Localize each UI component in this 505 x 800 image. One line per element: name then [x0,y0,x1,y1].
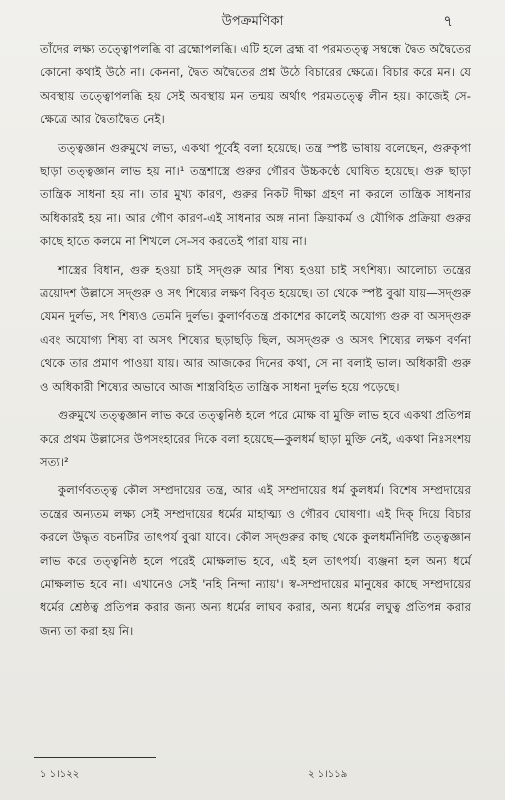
paragraph-5: কুলার্ণবতত্ত্ব কৌল সম্প্রদায়ের তন্ত্র, আর এই সম্প্রদায়ের ধর্ম কুলধর্ম। বিশেষ সম্প্রদায়ের তন্ত্রের অন্যতম লক্ষ্য সেই সম্প্রদায়ের ধর্মের মাহাত্ম্য ও গৌরব ঘোষণা। এই দিক্ দিয়ে বিচার করলে উদ্ধৃত বচনটির তাৎপর্য বুঝা যাবে। কৌল সদ্গুরুর কাছ থেকে কুলধর্মনির্দিষ্ট তত্ত্বজ্ঞান লাভ করে তত্ত্বনিষ্ঠ হলে পরেই মোক্ষলাভ হবে, এই হল তাৎপর্য। ব্যঞ্জনা হল অন্য ধর্মে মোক্ষলাভ হবে না। এখানেও সেই 'নহি নিন্দা ন্যায়'। স্ব-সম্প্রদায়ের মানুষের কাছে সম্প্রদায়ের ধর্মের শ্রেষ্ঠত্ব প্রতিপন্ন করার জন্য অন্য ধর্মের লাঘব করার, অন্য ধর্মের লঘুত্ব প্রতিপন্ন করার জন্য তা করা হয় নি। [40,483,471,638]
footnote-1: ১ ১।১২২ [40,769,80,780]
body-text [40,38,471,643]
footnote-divider [34,757,156,758]
paragraph-2: তত্ত্বজ্ঞান গুরুমুখে লভ্য, একথা পূর্বেই বলা হয়েছে। তন্ত্র স্পষ্ট ভাষায় বলেছেন, গুরুকৃপা ছাড়া তত্ত্বজ্ঞান লাভ হয় না।¹ তন্ত্রশাস্ত্রে গুরুর গৌরব উচ্চকণ্ঠে ঘোষিত হয়েছে। গুরু ছাড়া তান্ত্রিক সাধনা হয় না। তার মুখ্য কারণ, গুরুর নিকট দীক্ষা গ্রহণ না করলে তান্ত্রিক সাধনার অধিকারই হয় না। আর গৌণ কারণ-এই সাধনার অঙ্গ নানা ক্রিয়াকর্ম ও যৌগিক প্রক্রিয়া গুরুর কাছে হাতে কলমে না শিখলে সে-সব করতেই পারা যায় না। [40,140,471,249]
paragraph-3: শাস্ত্রের বিধান, গুরু হওয়া চাই সদ্গুরু আর শিষ্য হওয়া চাই সৎশিষ্য। আলোচ্য তন্ত্রের ত্রয়োদশ উল্লাসে সদ্গুরু ও সৎ শিষ্যের লক্ষণ বিবৃত হয়েছে। তা থেকে স্পষ্ট বুঝা যায়—সদ্গুরু যেমন দুর্লভ, সৎ শিষ্যও তেমনি দুর্লভ। কুলার্ণবতন্ত্র প্রকাশের কালেই অযোগ্য গুরু বা অসদ্গুরু এবং অযোগ্য শিষ্য বা অসৎ শিষ্যের ছড়াছড়ি ছিল, অসদ্গুরু ও অসৎ শিষ্যের লক্ষণ বর্ণনা থেকে তার প্রমাণ পাওয়া যায়। আর আজকের দিনের কথা, সে না বলাই ভাল। অধিকারী গুরু ও অধিকারী শিষ্যের অভাবে আজ শাস্ত্রবিহিত তান্ত্রিক সাধনা দুর্লভ হয়ে পড়েছে। [40,262,471,394]
paragraph-1: তাঁদের লক্ষ্য তত্ত্বোপলব্ধি বা ব্রহ্মোপলব্ধি। এটি হলে ব্রহ্ম বা পরমতত্ত্ব সম্বন্ধে দ্বৈত অদ্বৈতের কোনো কথাই উঠে না। কেননা, দ্বৈত অদ্বৈতের প্রশ্ন উঠে বিচারের ক্ষেত্রে। বিচার করে মন। যে অবস্থায় তত্ত্বোপলব্ধি হয় সেই অবস্থায় মন তন্ময় অর্থাৎ পরমতত্ত্বে লীন হয়। কাজেই সে-ক্ষেত্রে আর দ্বৈতাদ্বৈত নেই। [40,42,471,127]
paragraph-4: গুরুমুখে তত্ত্বজ্ঞান লাভ করে তত্ত্বনিষ্ঠ হলে পরে মোক্ষ বা মুক্তি লাভ হবে একথা প্রতিপন্ন করে প্রথম উল্লাসের উপসংহারের দিকে বলা হয়েছে—কুলধর্ম ছাড়া মুক্তি নেই, একথা নিঃসংশয় সত্য।² [40,408,471,469]
footnote-2: ২ ১।১১৯ [308,769,348,780]
page-number: ৭ [443,12,453,30]
page-header [0,10,505,36]
running-title: উপক্রমণিকা [221,14,284,29]
